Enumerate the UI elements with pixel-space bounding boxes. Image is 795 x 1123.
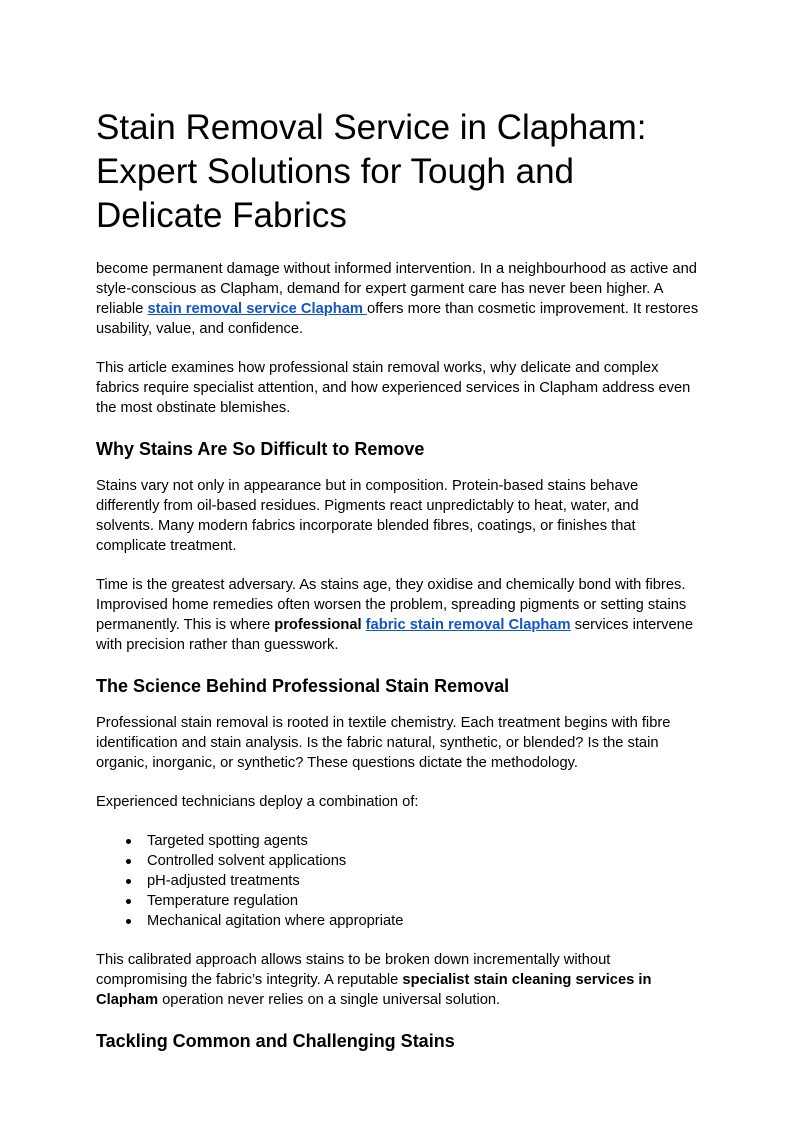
why-stains-paragraph-1: Stains vary not only in appearance but in composition. Protein-based stains behave differently from oil-based residues. Pigments react unpredictably to heat, water, and solvents. Many modern fabrics incorporate blended fibres, coatings, or finishes that complicate treatment. [96,478,639,554]
heading-why-stains-difficult: Why Stains Are So Difficult to Remove [96,439,425,459]
list-item [96,891,699,911]
bold-professional: professional [274,617,366,633]
science-paragraph-2: Experienced technicians deploy a combination of: [96,794,419,810]
list-item [96,831,699,851]
list-item-label: Temperature regulation [147,893,299,909]
list-item [96,871,699,891]
link-fabric-stain-removal-clapham[interactable]: fabric stain removal Clapham [365,617,571,633]
why-stains-paragraph-2 [96,575,699,655]
why-stains-paragraph-2-text-after: services intervene with precision rather than guesswork. [96,617,693,653]
link-stain-removal-service-clapham[interactable]: stain removal service Clapham [147,301,368,317]
intro-paragraph-1-text-after: offers more than cosmetic improvement. It restores usability, value, and confidence. [96,301,699,337]
bold-specialist-stain-cleaning: specialist stain cleaning services in Clapham [96,972,652,1008]
page-title: Stain Removal Service in Clapham: Expert Solutions for Tough and Delicate Fabrics [96,108,647,235]
science-paragraph-3-text: This calibrated approach allows stains to be broken down incrementally without compromising the fabric’s integrity. A reputable [96,952,611,988]
techniques-bullet-list [96,831,699,931]
list-item-label: pH-adjusted treatments [147,873,300,889]
list-item-label: Controlled solvent applications [147,853,347,869]
intro-paragraph-2: This article examines how professional stain removal works, why delicate and complex fabrics require specialist attention, and how experienced services in Clapham address even the most obstinate blemishes. [96,360,691,416]
heading-tackling-common-stains: Tackling Common and Challenging Stains [96,1031,455,1051]
science-paragraph-3-text-after: operation never relies on a single universal solution. [158,992,501,1008]
science-paragraph-1: Professional stain removal is rooted in textile chemistry. Each treatment begins with fibre identification and stain analysis. Is the fabric natural, synthetic, or blended? Is the stain organic, inorganic, or synthetic? These questions dictate the methodology. [96,715,671,771]
heading-science-behind-removal: The Science Behind Professional Stain Removal [96,676,510,696]
list-item-label: Mechanical agitation where appropriate [147,913,404,929]
intro-paragraph-1 [96,259,699,339]
list-item [96,911,699,931]
intro-paragraph-1-text: become permanent damage without informed intervention. In a neighbourhood as active and style-conscious as Clapham, demand for expert garment care has never been higher. A reliable [96,261,697,317]
science-paragraph-3 [96,950,699,1010]
list-item [96,851,699,871]
why-stains-paragraph-2-text: Time is the greatest adversary. As stains age, they oxidise and chemically bond with fibres. Improvised home remedies often worsen the problem, spreading pigments or setting stains permanently. This is where [96,577,687,633]
list-item-label: Targeted spotting agents [147,833,308,849]
